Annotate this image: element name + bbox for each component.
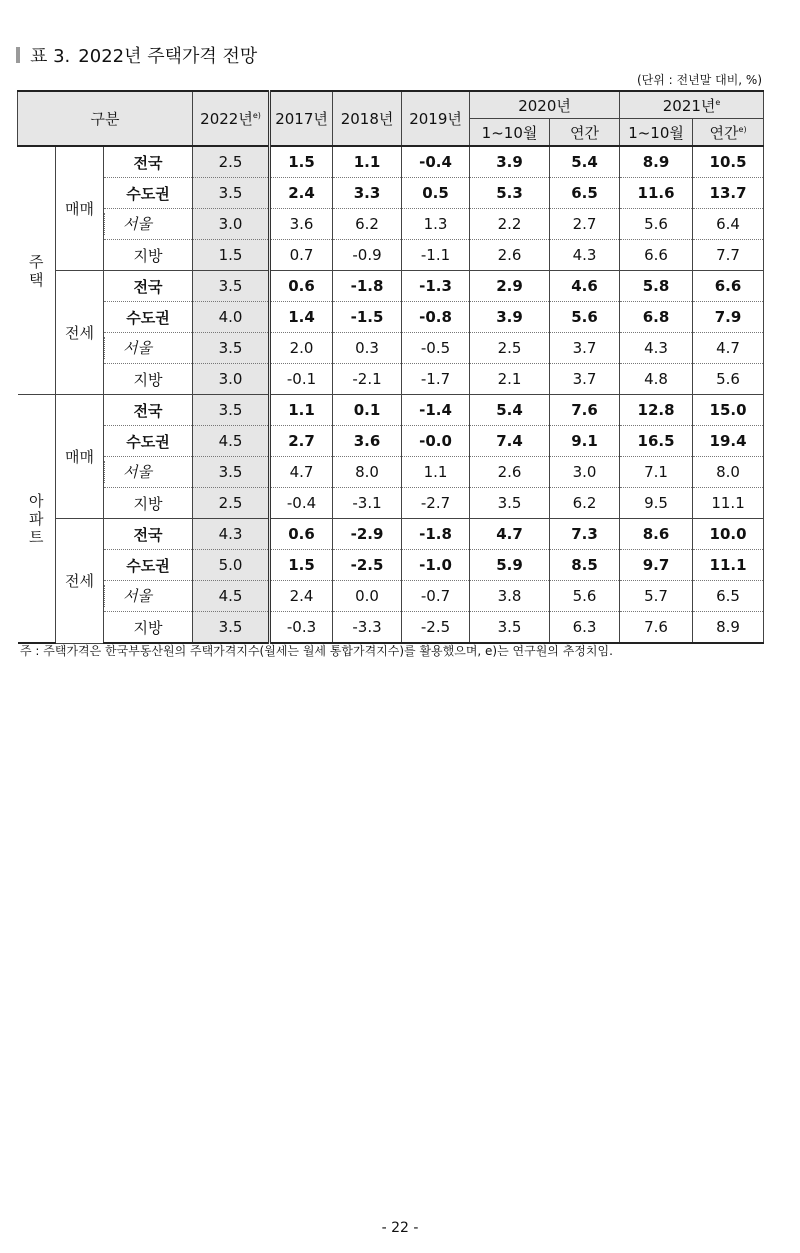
region-label: 지방 bbox=[104, 240, 193, 271]
value-cell: 3.6 bbox=[333, 426, 402, 457]
table-title-text: 2022년 주택가격 전망 bbox=[78, 46, 258, 67]
housing-price-forecast-table bbox=[17, 90, 764, 644]
subgroup-label-sale: 매매 bbox=[56, 146, 104, 271]
header-category: 구분 bbox=[18, 91, 193, 146]
region-label: 지방 bbox=[104, 612, 193, 644]
value-cell: 3.0 bbox=[550, 457, 620, 488]
value-cell: -1.5 bbox=[333, 302, 402, 333]
value-cell: -1.3 bbox=[402, 271, 470, 302]
table-row bbox=[18, 240, 764, 271]
forecast-cell: 4.3 bbox=[193, 519, 270, 550]
value-cell: -0.4 bbox=[402, 146, 470, 178]
value-cell: 3.5 bbox=[470, 488, 550, 519]
value-cell: 15.0 bbox=[693, 395, 764, 426]
header-2020: 2020년 bbox=[470, 91, 620, 119]
title-marker bbox=[16, 47, 20, 63]
header-2021-annual: 연간$^{e)}$ bbox=[693, 119, 764, 147]
value-cell: 0.6 bbox=[270, 519, 333, 550]
region-label bbox=[104, 581, 193, 612]
value-cell: 6.6 bbox=[620, 240, 693, 271]
value-cell: 4.8 bbox=[620, 364, 693, 395]
value-cell: 2.0 bbox=[270, 333, 333, 364]
value-cell: 8.9 bbox=[620, 146, 693, 178]
header-2019: 2019년 bbox=[402, 91, 470, 146]
value-cell: -0.3 bbox=[270, 612, 333, 644]
forecast-cell: 3.0 bbox=[193, 364, 270, 395]
forecast-cell: 3.0 bbox=[193, 209, 270, 240]
value-cell: 5.9 bbox=[470, 550, 550, 581]
value-cell: 6.2 bbox=[333, 209, 402, 240]
region-label: 전국 bbox=[104, 146, 193, 178]
value-cell: 1.1 bbox=[333, 146, 402, 178]
value-cell: 7.3 bbox=[550, 519, 620, 550]
value-cell: 1.1 bbox=[270, 395, 333, 426]
value-cell: 12.8 bbox=[620, 395, 693, 426]
value-cell: 11.1 bbox=[693, 550, 764, 581]
forecast-cell: 4.5 bbox=[193, 581, 270, 612]
value-cell: 7.4 bbox=[470, 426, 550, 457]
value-cell: 1.4 bbox=[270, 302, 333, 333]
value-cell: -2.7 bbox=[402, 488, 470, 519]
value-cell: 7.6 bbox=[550, 395, 620, 426]
region-label: 전국 bbox=[104, 271, 193, 302]
value-cell: -1.7 bbox=[402, 364, 470, 395]
group-label-housing: 주 택 bbox=[18, 146, 56, 395]
value-cell: 19.4 bbox=[693, 426, 764, 457]
value-cell: 5.4 bbox=[470, 395, 550, 426]
value-cell: -1.8 bbox=[333, 271, 402, 302]
value-cell: 2.9 bbox=[470, 271, 550, 302]
value-cell: 8.6 bbox=[620, 519, 693, 550]
region-label-text: 서울 bbox=[104, 337, 152, 359]
region-label-text: 서울 bbox=[104, 585, 152, 607]
region-label-text: 서울 bbox=[104, 213, 152, 235]
value-cell: 2.2 bbox=[470, 209, 550, 240]
value-cell: 1.5 bbox=[270, 146, 333, 178]
forecast-cell: 3.5 bbox=[193, 178, 270, 209]
value-cell: 3.9 bbox=[470, 302, 550, 333]
value-cell: 2.6 bbox=[470, 240, 550, 271]
value-cell: 5.6 bbox=[550, 581, 620, 612]
value-cell: 2.5 bbox=[470, 333, 550, 364]
value-cell: 9.1 bbox=[550, 426, 620, 457]
table-body bbox=[18, 146, 764, 643]
header-2021: 2021년$^e$ bbox=[620, 91, 764, 119]
forecast-cell: 3.5 bbox=[193, 457, 270, 488]
value-cell: 6.3 bbox=[550, 612, 620, 644]
table-number: 표 3. bbox=[30, 46, 71, 67]
value-cell: 6.6 bbox=[693, 271, 764, 302]
region-label: 수도권 bbox=[104, 302, 193, 333]
region-label bbox=[104, 333, 193, 364]
value-cell: -0.0 bbox=[402, 426, 470, 457]
value-cell: 1.5 bbox=[270, 550, 333, 581]
unit-label: (단위 : 전년말 대비, %) bbox=[636, 73, 762, 87]
value-cell: 4.3 bbox=[620, 333, 693, 364]
value-cell: 2.6 bbox=[470, 457, 550, 488]
header-2021-jan-oct: 1~10월 bbox=[620, 119, 693, 147]
value-cell: 7.9 bbox=[693, 302, 764, 333]
header-2020-annual: 연간 bbox=[550, 119, 620, 147]
value-cell: -1.8 bbox=[402, 519, 470, 550]
region-label-text: 서울 bbox=[104, 461, 152, 483]
value-cell: 7.6 bbox=[620, 612, 693, 644]
header-2017: 2017년 bbox=[270, 91, 333, 146]
value-cell: 8.9 bbox=[693, 612, 764, 644]
table-row bbox=[18, 146, 764, 178]
table-row bbox=[18, 426, 764, 457]
value-cell: 6.8 bbox=[620, 302, 693, 333]
value-cell: -2.9 bbox=[333, 519, 402, 550]
subgroup-label-jeonse: 전세 bbox=[56, 519, 104, 644]
page-number: - 22 - bbox=[381, 1220, 419, 1236]
region-label: 수도권 bbox=[104, 178, 193, 209]
value-cell: 3.3 bbox=[333, 178, 402, 209]
subgroup-label-sale: 매매 bbox=[56, 395, 104, 519]
table-row bbox=[18, 395, 764, 426]
value-cell: 4.3 bbox=[550, 240, 620, 271]
value-cell: 1.1 bbox=[402, 457, 470, 488]
value-cell: 2.7 bbox=[550, 209, 620, 240]
value-cell: 6.5 bbox=[550, 178, 620, 209]
table-row bbox=[18, 364, 764, 395]
header-2020-jan-oct: 1~10월 bbox=[470, 119, 550, 147]
value-cell: 10.0 bbox=[693, 519, 764, 550]
table-row bbox=[18, 488, 764, 519]
value-cell: 3.7 bbox=[550, 364, 620, 395]
value-cell: 0.6 bbox=[270, 271, 333, 302]
value-cell: 0.7 bbox=[270, 240, 333, 271]
value-cell: 9.7 bbox=[620, 550, 693, 581]
value-cell: 11.6 bbox=[620, 178, 693, 209]
value-cell: 4.6 bbox=[550, 271, 620, 302]
forecast-cell: 2.5 bbox=[193, 488, 270, 519]
value-cell: 10.5 bbox=[693, 146, 764, 178]
region-label bbox=[104, 457, 193, 488]
value-cell: 0.1 bbox=[333, 395, 402, 426]
value-cell: -0.4 bbox=[270, 488, 333, 519]
value-cell: 7.7 bbox=[693, 240, 764, 271]
header-2022: 2022년$^{e)}$ bbox=[193, 91, 270, 146]
region-label: 지방 bbox=[104, 488, 193, 519]
value-cell: -0.7 bbox=[402, 581, 470, 612]
value-cell: 5.8 bbox=[620, 271, 693, 302]
value-cell: 8.0 bbox=[333, 457, 402, 488]
value-cell: 9.5 bbox=[620, 488, 693, 519]
value-cell: -0.1 bbox=[270, 364, 333, 395]
forecast-cell: 3.5 bbox=[193, 612, 270, 644]
value-cell: 2.1 bbox=[470, 364, 550, 395]
value-cell: 3.5 bbox=[470, 612, 550, 644]
value-cell: 0.5 bbox=[402, 178, 470, 209]
region-label: 전국 bbox=[104, 395, 193, 426]
value-cell: -1.1 bbox=[402, 240, 470, 271]
value-cell: 5.3 bbox=[470, 178, 550, 209]
value-cell: 2.4 bbox=[270, 178, 333, 209]
table-row bbox=[18, 581, 764, 612]
forecast-cell: 4.5 bbox=[193, 426, 270, 457]
forecast-cell: 1.5 bbox=[193, 240, 270, 271]
value-cell: 4.7 bbox=[270, 457, 333, 488]
value-cell: 2.7 bbox=[270, 426, 333, 457]
value-cell: 0.3 bbox=[333, 333, 402, 364]
subgroup-label-jeonse: 전세 bbox=[56, 271, 104, 395]
value-cell: -1.4 bbox=[402, 395, 470, 426]
value-cell: -0.5 bbox=[402, 333, 470, 364]
value-cell: -3.1 bbox=[333, 488, 402, 519]
value-cell: 5.6 bbox=[620, 209, 693, 240]
value-cell: 4.7 bbox=[693, 333, 764, 364]
region-label bbox=[104, 209, 193, 240]
value-cell: -1.0 bbox=[402, 550, 470, 581]
table-title bbox=[16, 42, 257, 68]
value-cell: 13.7 bbox=[693, 178, 764, 209]
footnote: 주 : 주택가격은 한국부동산원의 주택가격지수(월세는 월세 통합가격지수)를 활용했으며, e)는 연구원의 추정치임. bbox=[20, 644, 613, 658]
value-cell: 5.4 bbox=[550, 146, 620, 178]
value-cell: -0.9 bbox=[333, 240, 402, 271]
group-label-apartment: 아 파 트 bbox=[18, 395, 56, 644]
forecast-cell: 5.0 bbox=[193, 550, 270, 581]
table-row bbox=[18, 519, 764, 550]
value-cell: 3.9 bbox=[470, 146, 550, 178]
value-cell: -0.8 bbox=[402, 302, 470, 333]
value-cell: 8.0 bbox=[693, 457, 764, 488]
table-row bbox=[18, 457, 764, 488]
table-row bbox=[18, 209, 764, 240]
value-cell: 7.1 bbox=[620, 457, 693, 488]
region-label: 지방 bbox=[104, 364, 193, 395]
value-cell: -2.5 bbox=[402, 612, 470, 644]
value-cell: 5.6 bbox=[550, 302, 620, 333]
forecast-cell: 3.5 bbox=[193, 333, 270, 364]
value-cell: 6.2 bbox=[550, 488, 620, 519]
value-cell: 5.7 bbox=[620, 581, 693, 612]
table-row bbox=[18, 271, 764, 302]
value-cell: 3.6 bbox=[270, 209, 333, 240]
value-cell: 11.1 bbox=[693, 488, 764, 519]
value-cell: 4.7 bbox=[470, 519, 550, 550]
table-row bbox=[18, 612, 764, 644]
region-label: 수도권 bbox=[104, 426, 193, 457]
value-cell: -2.5 bbox=[333, 550, 402, 581]
value-cell: 3.7 bbox=[550, 333, 620, 364]
value-cell: 8.5 bbox=[550, 550, 620, 581]
table-row bbox=[18, 550, 764, 581]
table-row bbox=[18, 333, 764, 364]
value-cell: 16.5 bbox=[620, 426, 693, 457]
value-cell: 5.6 bbox=[693, 364, 764, 395]
value-cell: -2.1 bbox=[333, 364, 402, 395]
forecast-cell: 3.5 bbox=[193, 271, 270, 302]
value-cell: 3.8 bbox=[470, 581, 550, 612]
table-row bbox=[18, 178, 764, 209]
forecast-cell: 3.5 bbox=[193, 395, 270, 426]
region-label: 수도권 bbox=[104, 550, 193, 581]
table-row bbox=[18, 302, 764, 333]
forecast-cell: 2.5 bbox=[193, 146, 270, 178]
value-cell: 6.5 bbox=[693, 581, 764, 612]
value-cell: -3.3 bbox=[333, 612, 402, 644]
forecast-cell: 4.0 bbox=[193, 302, 270, 333]
value-cell: 0.0 bbox=[333, 581, 402, 612]
value-cell: 2.4 bbox=[270, 581, 333, 612]
value-cell: 6.4 bbox=[693, 209, 764, 240]
region-label: 전국 bbox=[104, 519, 193, 550]
value-cell: 1.3 bbox=[402, 209, 470, 240]
header-2018: 2018년 bbox=[333, 91, 402, 146]
